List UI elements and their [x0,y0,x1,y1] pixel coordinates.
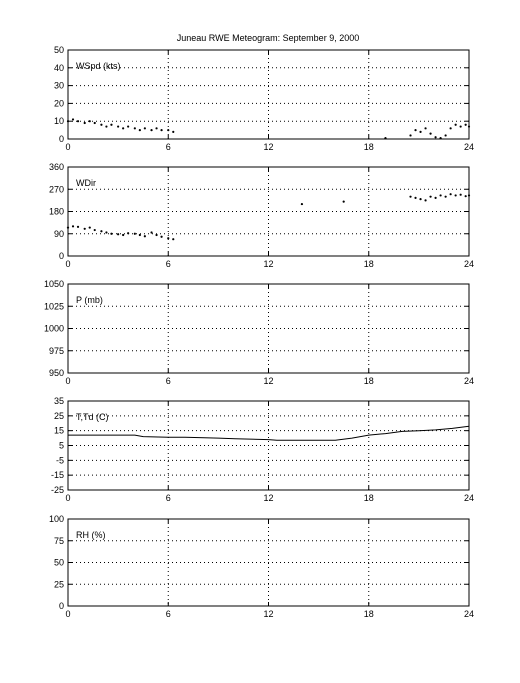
data-point [127,125,129,127]
data-point [434,197,436,199]
y-tick-label: 100 [48,514,64,524]
data-point [414,197,416,199]
data-point [144,235,146,237]
data-point [100,230,102,232]
panel-label: P (mb) [76,295,103,305]
data-point [67,120,69,122]
y-tick-label: -15 [50,470,64,481]
x-tick-label: 24 [463,259,475,269]
panel-2 [49,162,474,269]
chart-panels [44,45,474,619]
y-tick-label: 20 [53,98,64,109]
panel-label: WSpd (kts) [76,61,121,71]
y-tick-label: 90 [53,228,64,239]
y-tick-label: 5 [58,440,64,451]
x-tick-label: 24 [463,609,475,619]
y-tick-label: 180 [48,206,64,217]
data-point [139,234,141,236]
x-tick-label: 18 [363,376,374,386]
y-tick-label: 0 [58,134,64,144]
data-point [134,233,136,235]
data-point [450,127,452,129]
data-point [429,133,431,135]
data-point [465,195,467,197]
data-point [167,237,169,239]
data-point [460,125,462,127]
data-point [150,231,152,233]
y-tick-label: 35 [53,396,64,406]
data-point [127,232,129,234]
data-point [72,225,74,227]
x-tick-label: 24 [463,376,475,386]
data-point [105,125,107,127]
data-point [110,124,112,126]
x-tick-label: 12 [263,609,274,619]
x-tick-label: 24 [463,493,475,503]
x-tick-label: 0 [65,142,71,152]
y-tick-label: 50 [53,45,64,55]
data-point [424,199,426,201]
data-point [409,134,411,136]
y-tick-label: 25 [53,579,64,590]
y-tick-label: 75 [53,535,64,546]
data-point [77,120,79,122]
data-point [150,129,152,131]
y-tick-label: 1000 [43,323,64,334]
data-point [465,124,467,126]
x-tick-label: 0 [65,493,71,503]
x-tick-label: 12 [263,142,274,152]
data-point [172,131,174,133]
data-point [439,137,441,139]
data-point [468,125,470,127]
y-tick-label: 0 [58,251,64,261]
data-point [414,129,416,131]
x-tick-label: 18 [363,142,374,152]
y-tick-label: 950 [48,368,64,378]
x-tick-label: 24 [463,142,475,152]
x-tick-label: 6 [165,259,171,269]
data-point [343,201,345,203]
panel-label: T,Td (C) [76,412,109,422]
data-point [384,137,386,139]
panel-5 [49,514,474,619]
panel-label: WDir [76,178,96,188]
y-tick-label: 975 [48,345,64,356]
figure-title: Juneau RWE Meteogram: September 9, 2000 [176,33,360,43]
y-tick-label: 1050 [43,279,64,289]
y-tick-label: -5 [55,455,64,466]
data-point [117,233,119,235]
data-point [445,134,447,136]
data-point [89,120,91,122]
data-point [84,228,86,230]
data-point [160,129,162,131]
data-point [460,194,462,196]
data-point [139,129,141,131]
panel-4 [51,396,474,503]
panel-1 [54,45,474,152]
data-point [134,127,136,129]
data-point [155,234,157,236]
data-point [122,234,124,236]
data-point [301,203,303,205]
x-tick-label: 12 [263,259,274,269]
data-point [110,233,112,235]
data-point [144,127,146,129]
panel-label: RH (%) [76,530,106,540]
x-tick-label: 0 [65,609,71,619]
data-point [122,127,124,129]
data-point [84,122,86,124]
data-point [409,196,411,198]
y-tick-label: 270 [48,184,64,195]
x-tick-label: 6 [165,493,171,503]
data-point [160,236,162,238]
y-tick-label: 30 [53,80,64,91]
data-point [117,125,119,127]
y-tick-label: 40 [53,62,64,73]
panel-3 [44,279,474,386]
data-point [167,129,169,131]
x-tick-label: 6 [165,609,171,619]
data-point [455,194,457,196]
data-point [429,196,431,198]
x-tick-label: 12 [263,493,274,503]
y-tick-label: 10 [53,116,64,127]
data-point [155,127,157,129]
data-point [424,127,426,129]
data-point [72,118,74,120]
data-point [439,194,441,196]
y-tick-label: 15 [53,425,64,436]
y-tick-label: -25 [50,485,64,495]
x-tick-label: 18 [363,259,374,269]
data-point [94,229,96,231]
x-tick-label: 6 [165,376,171,386]
y-tick-label: 50 [53,557,64,568]
data-point [445,196,447,198]
data-point [89,226,91,228]
y-tick-label: 25 [53,410,64,421]
x-tick-label: 18 [363,493,374,503]
data-point [105,231,107,233]
data-point [94,122,96,124]
data-point [455,124,457,126]
data-point [172,238,174,240]
y-tick-label: 360 [48,162,64,172]
data-point [419,198,421,200]
data-point [434,136,436,138]
data-point [67,226,69,228]
data-point [450,193,452,195]
x-tick-label: 0 [65,376,71,386]
x-tick-label: 18 [363,609,374,619]
x-tick-label: 12 [263,376,274,386]
data-point [468,194,470,196]
y-tick-label: 1025 [43,301,64,312]
x-tick-label: 0 [65,259,71,269]
data-point [419,131,421,133]
y-tick-label: 0 [58,601,64,611]
x-tick-label: 6 [165,142,171,152]
data-point [77,226,79,228]
data-point [100,124,102,126]
